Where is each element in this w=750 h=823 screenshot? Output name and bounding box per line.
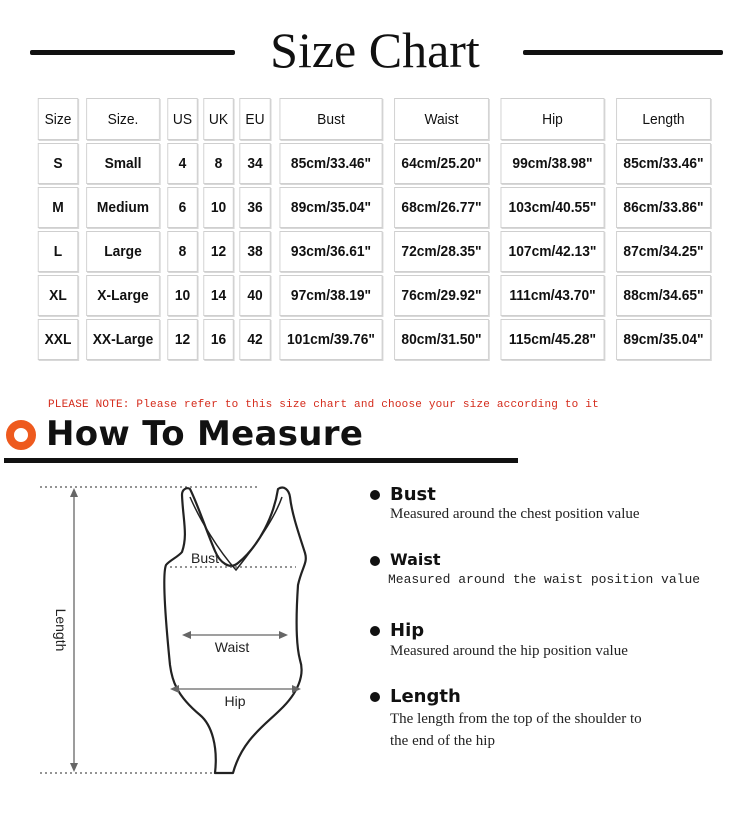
table-row <box>36 275 715 316</box>
table-cell: 8 <box>167 231 197 272</box>
table-cell: 68cm/26.77" <box>394 187 489 228</box>
table-cell: Small <box>86 143 160 184</box>
bodysuit-diagram <box>30 475 330 785</box>
header-eu: EU <box>239 98 270 140</box>
table-cell: 89cm/35.04" <box>616 319 711 360</box>
table-cell: 85cm/33.46" <box>279 143 382 184</box>
table-cell: 4 <box>167 143 197 184</box>
page-title: Size Chart <box>270 22 480 78</box>
table-cell: 12 <box>203 231 233 272</box>
table-cell: 87cm/34.25" <box>616 231 711 272</box>
header-size-name: Size. <box>86 98 160 140</box>
bodysuit-outline <box>164 488 305 773</box>
table-cell: 36 <box>239 187 270 228</box>
size-note: PLEASE NOTE: Please refer to this size chart and choose your size according to it <box>48 399 599 411</box>
table-cell: 40 <box>239 275 270 316</box>
table-cell: 64cm/25.20" <box>394 143 489 184</box>
bullet-icon <box>370 626 380 636</box>
table-cell: 97cm/38.19" <box>279 275 382 316</box>
table-cell: 42 <box>239 319 270 360</box>
header-bust: Bust <box>279 98 382 140</box>
table-cell: 76cm/29.92" <box>394 275 489 316</box>
diagram-bust-label: Bust <box>190 550 220 566</box>
table-cell: 16 <box>203 319 233 360</box>
table-cell: 80cm/31.50" <box>394 319 489 360</box>
table-row <box>36 319 715 360</box>
bullet-icon <box>370 556 380 566</box>
table-cell: 10 <box>203 187 233 228</box>
table-cell: M <box>38 187 78 228</box>
table-cell: 85cm/33.46" <box>616 143 711 184</box>
diagram-hip-label: Hip <box>224 693 246 709</box>
table-cell: XL <box>38 275 78 316</box>
waist-arrow-head-left-icon <box>182 631 191 639</box>
table-cell: 89cm/35.04" <box>279 187 382 228</box>
table-cell: 10 <box>167 275 197 316</box>
diagram-length-label: Length <box>53 608 69 652</box>
table-cell: 12 <box>167 319 197 360</box>
table-row <box>36 143 715 184</box>
table-header-row <box>36 98 715 140</box>
measure-item-desc: Measured around the chest position value <box>390 506 640 522</box>
measure-item-desc: The length from the top of the shoulder to <box>390 711 642 727</box>
table-cell: 101cm/39.76" <box>279 319 382 360</box>
table-row <box>36 187 715 228</box>
header-size: Size <box>38 98 78 140</box>
table-cell: XXL <box>38 319 78 360</box>
hip-arrow-head-left-icon <box>170 685 179 693</box>
table-cell: Medium <box>86 187 160 228</box>
size-chart-header <box>0 18 750 82</box>
table-cell: 103cm/40.55" <box>501 187 605 228</box>
bullet-icon <box>370 692 380 702</box>
header-waist: Waist <box>394 98 489 140</box>
table-cell: 107cm/42.13" <box>501 231 605 272</box>
header-hip: Hip <box>501 98 605 140</box>
table-cell: 38 <box>239 231 270 272</box>
table-cell: XX-Large <box>86 319 160 360</box>
table-cell: Large <box>86 231 160 272</box>
title-rule-left <box>30 50 235 55</box>
length-arrow-head-down-icon <box>70 763 78 772</box>
hip-arrow-head-right-icon <box>292 685 301 693</box>
diagram-waist-label: Waist <box>214 639 250 655</box>
table-cell: 72cm/28.35" <box>394 231 489 272</box>
bullet-icon <box>370 490 380 500</box>
measure-item-desc: Measured around the waist position value <box>388 572 701 587</box>
size-table <box>33 95 718 363</box>
table-cell: 14 <box>203 275 233 316</box>
table-cell: L <box>38 231 78 272</box>
measure-item-desc: Measured around the hip position value <box>390 643 628 659</box>
table-cell: 93cm/36.61" <box>279 231 382 272</box>
ring-bullet-icon <box>6 420 36 450</box>
table-cell: 86cm/33.86" <box>616 187 711 228</box>
measure-item-desc: the end of the hip <box>390 733 495 749</box>
title-rule-right <box>523 50 723 55</box>
table-row <box>36 231 715 272</box>
table-cell: 34 <box>239 143 270 184</box>
measure-heading: How To Measure <box>46 414 364 454</box>
table-cell: 99cm/38.98" <box>501 143 605 184</box>
measure-item-title: Hip <box>390 620 425 641</box>
measure-item-title: Length <box>390 686 461 707</box>
table-cell: X-Large <box>86 275 160 316</box>
measure-heading-rule <box>4 458 518 463</box>
table-cell: 88cm/34.65" <box>616 275 711 316</box>
table-cell: 115cm/45.28" <box>501 319 605 360</box>
table-cell: 6 <box>167 187 197 228</box>
table-cell: S <box>38 143 78 184</box>
table-cell: 111cm/43.70" <box>501 275 605 316</box>
measure-item-title: Bust <box>390 484 436 505</box>
waist-arrow-head-right-icon <box>279 631 288 639</box>
length-arrow-head-up-icon <box>70 488 78 497</box>
table-cell: 8 <box>203 143 233 184</box>
measure-item-title: Waist <box>390 550 441 569</box>
header-length: Length <box>616 98 711 140</box>
header-us: US <box>167 98 197 140</box>
header-uk: UK <box>203 98 233 140</box>
